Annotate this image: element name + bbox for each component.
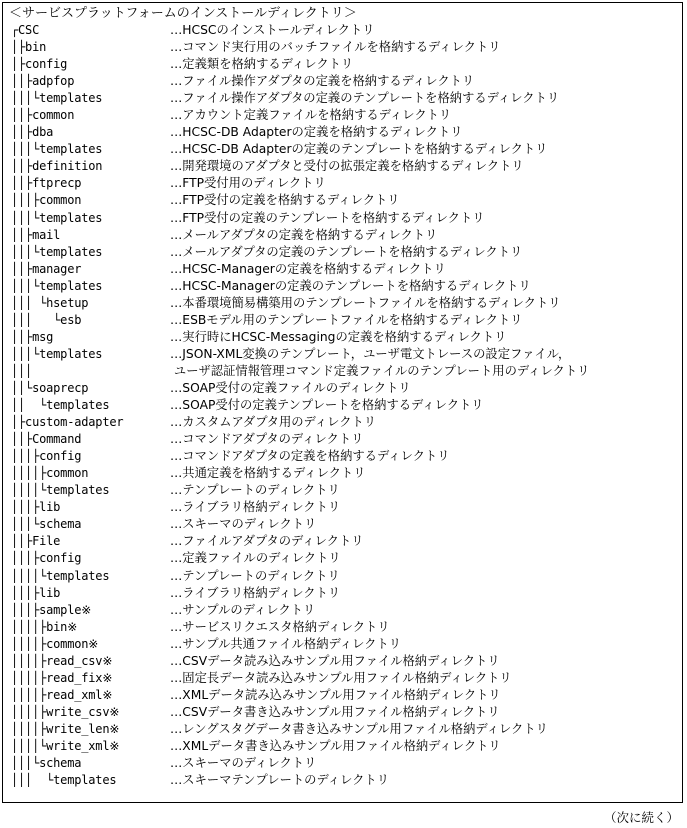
directory-path: ││├Command xyxy=(11,432,82,447)
tree-row xyxy=(3,175,682,192)
listing-title: ＜サービスプラットフォームのインストールディレクトリ＞ xyxy=(9,6,357,21)
directory-description: …開発環境のアダプタと受付の拡張定義を格納するディレクトリ xyxy=(170,159,524,174)
tree-row xyxy=(3,107,682,124)
tree-row xyxy=(3,602,682,619)
directory-path: │││└templates xyxy=(11,244,103,259)
tree-row xyxy=(3,227,682,244)
directory-description: …JSON-XML変換のテンプレート，ユーザ電文トレースの設定ファイル， xyxy=(170,346,571,361)
directory-description: …スキーマのディレクトリ xyxy=(170,517,317,532)
directory-description: …レングスタグデータ書き込みサンプル用ファイル格納ディレクトリ xyxy=(170,721,548,736)
directory-path: │││├config xyxy=(11,551,82,566)
tree-row xyxy=(3,380,682,397)
directory-description: …ESBモデル用のテンプレートファイルを格納するディレクトリ xyxy=(170,312,523,327)
directory-path: │││ └esb xyxy=(11,312,82,327)
directory-description: …ファイル操作アダプタの定義を格納するディレクトリ xyxy=(170,74,475,89)
tree-row xyxy=(3,755,682,772)
tree-row xyxy=(3,141,682,158)
tree-row xyxy=(3,261,682,278)
directory-description: …CSVデータ読み込みサンプル用ファイル格納ディレクトリ xyxy=(170,653,500,668)
directory-path: ││├definition xyxy=(11,159,103,174)
directory-description: …XMLデータ書き込みサンプル用ファイル格納ディレクトリ xyxy=(170,738,501,753)
directory-description: …サンプル共通ファイル格納ディレクトリ xyxy=(170,636,402,651)
directory-description: …ライブラリ格納ディレクトリ xyxy=(170,500,341,515)
tree-row xyxy=(3,482,682,499)
tree-row xyxy=(3,465,682,482)
directory-description: …コマンドアダプタのディレクトリ xyxy=(170,432,364,447)
tree-row xyxy=(3,619,682,636)
tree-row xyxy=(3,721,682,738)
directory-path: │││└templates xyxy=(11,91,103,106)
directory-description: …テンプレートのディレクトリ xyxy=(170,483,340,498)
directory-path: ││││├write_csv※ xyxy=(11,704,120,719)
directory-description: …CSVデータ書き込みサンプル用ファイル格納ディレクトリ xyxy=(170,704,500,719)
directory-description: …コマンドアダプタの定義を格納するディレクトリ xyxy=(170,449,450,464)
tree-row xyxy=(3,329,682,346)
directory-path: │││└templates xyxy=(11,346,103,361)
directory-description: …コマンド実行用のバッチファイルを格納するディレクトリ xyxy=(170,40,501,55)
directory-description: …共通定義を格納するディレクトリ xyxy=(170,466,366,481)
directory-path: │├custom-adapter xyxy=(11,415,124,430)
directory-path: ││├common xyxy=(11,108,75,123)
directory-path: │││└schema xyxy=(11,517,82,532)
directory-description: …メールアダプタの定義を格納するディレクトリ xyxy=(170,227,438,242)
directory-description: …ファイル操作アダプタの定義のテンプレートを格納するディレクトリ xyxy=(170,91,560,106)
tree-row xyxy=(3,39,682,56)
directory-description: …実行時にHCSC-Messagingの定義を格納するディレクトリ xyxy=(170,329,507,344)
directory-path: │││ └templates xyxy=(11,773,117,788)
directory-path: │││├sample※ xyxy=(11,602,92,617)
directory-path: ││└soaprecp xyxy=(11,380,89,395)
directory-path: │││└templates xyxy=(11,210,103,225)
directory-description: …定義類を格納するディレクトリ xyxy=(170,57,354,72)
directory-description: …SOAP受付の定義ファイルのディレクトリ xyxy=(170,380,411,395)
tree-row xyxy=(3,653,682,670)
directory-description: …テンプレートのディレクトリ xyxy=(170,568,340,583)
directory-path: ││││├read_fix※ xyxy=(11,670,113,685)
directory-path: │││├lib xyxy=(11,500,61,515)
tree-row xyxy=(3,192,682,209)
tree-row xyxy=(3,448,682,465)
directory-description: …スキーマテンプレートのディレクトリ xyxy=(170,773,390,788)
tree-row xyxy=(3,73,682,90)
directory-path: ││├adpfop xyxy=(11,74,75,89)
tree-row xyxy=(3,772,682,789)
tree-row xyxy=(3,704,682,721)
tree-row xyxy=(3,90,682,107)
directory-path: │││└templates xyxy=(11,278,103,293)
tree-row xyxy=(3,585,682,602)
directory-description: …定義ファイルのディレクトリ xyxy=(170,551,341,566)
directory-path: │├config xyxy=(11,57,68,72)
tree-row xyxy=(3,687,682,704)
directory-description: …ライブラリ格納ディレクトリ xyxy=(170,585,341,600)
tree-row xyxy=(3,312,682,329)
tree-row xyxy=(3,295,682,312)
directory-path: ││││├read_xml※ xyxy=(11,687,113,702)
tree-row xyxy=(3,499,682,516)
directory-path: ││├mail xyxy=(11,227,61,242)
tree-row xyxy=(3,568,682,585)
directory-description: …FTP受付の定義を格納するディレクトリ xyxy=(170,193,400,208)
directory-path: ││├msg xyxy=(11,329,54,344)
directory-path: │├bin xyxy=(11,40,47,55)
tree-row xyxy=(3,56,682,73)
directory-description: …固定長データ読み込みサンプル用ファイル格納ディレクトリ xyxy=(170,670,512,685)
tree-row xyxy=(3,158,682,175)
tree-row xyxy=(3,533,682,550)
directory-description: …HCSCのインストールディレクトリ xyxy=(170,23,375,37)
tree-row xyxy=(3,278,682,295)
tree-row xyxy=(3,397,682,414)
directory-path: ││││├common xyxy=(11,466,89,481)
tree-row xyxy=(3,431,682,448)
directory-path: ││├manager xyxy=(11,261,82,276)
tree-row xyxy=(3,22,682,39)
directory-path: ││├ftprecp xyxy=(11,176,82,191)
tree-row xyxy=(3,363,682,380)
directory-path: ││││├read_csv※ xyxy=(11,653,113,668)
directory-path: ││││└templates xyxy=(11,483,110,498)
directory-path: ┌CSC xyxy=(11,23,40,37)
directory-path: ││││└write_xml※ xyxy=(11,738,120,753)
directory-description: …本番環境簡易構築用のテンプレートファイルを格納するディレクトリ xyxy=(170,295,561,310)
directory-listing-box xyxy=(2,2,683,803)
directory-description: …HCSC-Managerの定義のテンプレートを格納するディレクトリ xyxy=(170,278,531,293)
directory-path: │││ xyxy=(11,363,33,378)
tree-row xyxy=(3,124,682,141)
directory-path: ││ └templates xyxy=(11,398,110,413)
directory-path: │││├common xyxy=(11,193,82,208)
directory-path: ││├dba xyxy=(11,125,54,140)
directory-path: │││└schema xyxy=(11,756,82,771)
directory-description: …HCSC-DB Adapterの定義を格納するディレクトリ xyxy=(170,125,463,140)
directory-path: ││││├write_len※ xyxy=(11,721,120,736)
directory-path: │││ └hsetup xyxy=(11,295,89,310)
directory-description: …スキーマのディレクトリ xyxy=(170,756,317,771)
tree-row xyxy=(3,550,682,567)
directory-path: ││││├common※ xyxy=(11,636,99,651)
tree-row xyxy=(3,670,682,687)
directory-description: …FTP受付用のディレクトリ xyxy=(170,176,326,191)
directory-tree xyxy=(3,22,682,789)
tree-row xyxy=(3,346,682,363)
tree-row xyxy=(3,636,682,653)
directory-description: …HCSC-DB Adapterの定義のテンプレートを格納するディレクトリ xyxy=(170,142,548,157)
directory-description: …サンプルのディレクトリ xyxy=(170,602,316,617)
directory-description: …SOAP受付の定義テンプレートを格納するディレクトリ xyxy=(170,398,484,413)
directory-description: …HCSC-Managerの定義を格納するディレクトリ xyxy=(170,261,446,276)
tree-row xyxy=(3,738,682,755)
directory-description: …XMLデータ読み込みサンプル用ファイル格納ディレクトリ xyxy=(170,687,501,702)
continued-note: （次に続く） xyxy=(603,810,679,825)
tree-row xyxy=(3,210,682,227)
directory-path: │││├lib xyxy=(11,585,61,600)
directory-description: …サービスリクエスタ格納ディレクトリ xyxy=(170,619,390,634)
directory-description: …メールアダプタの定義のテンプレートを格納するディレクトリ xyxy=(170,244,523,259)
directory-description: …アカウント定義ファイルを格納するディレクトリ xyxy=(170,108,452,123)
tree-row xyxy=(3,244,682,261)
tree-row xyxy=(3,414,682,431)
directory-description: ユーザ認証情報管理コマンド定義ファイルのテンプレート用のディレクトリ xyxy=(170,363,590,378)
directory-path: ││││└templates xyxy=(11,568,110,583)
directory-path: ││├File xyxy=(11,534,61,549)
tree-row xyxy=(3,516,682,533)
directory-description: …ファイルアダプタのディレクトリ xyxy=(170,534,364,549)
directory-description: …カスタムアダプタ用のディレクトリ xyxy=(170,415,377,430)
directory-path: │││└templates xyxy=(11,142,103,157)
directory-path: ││││├bin※ xyxy=(11,619,78,634)
directory-path: │││├config xyxy=(11,449,82,464)
directory-description: …FTP受付の定義のテンプレートを格納するディレクトリ xyxy=(170,210,485,225)
